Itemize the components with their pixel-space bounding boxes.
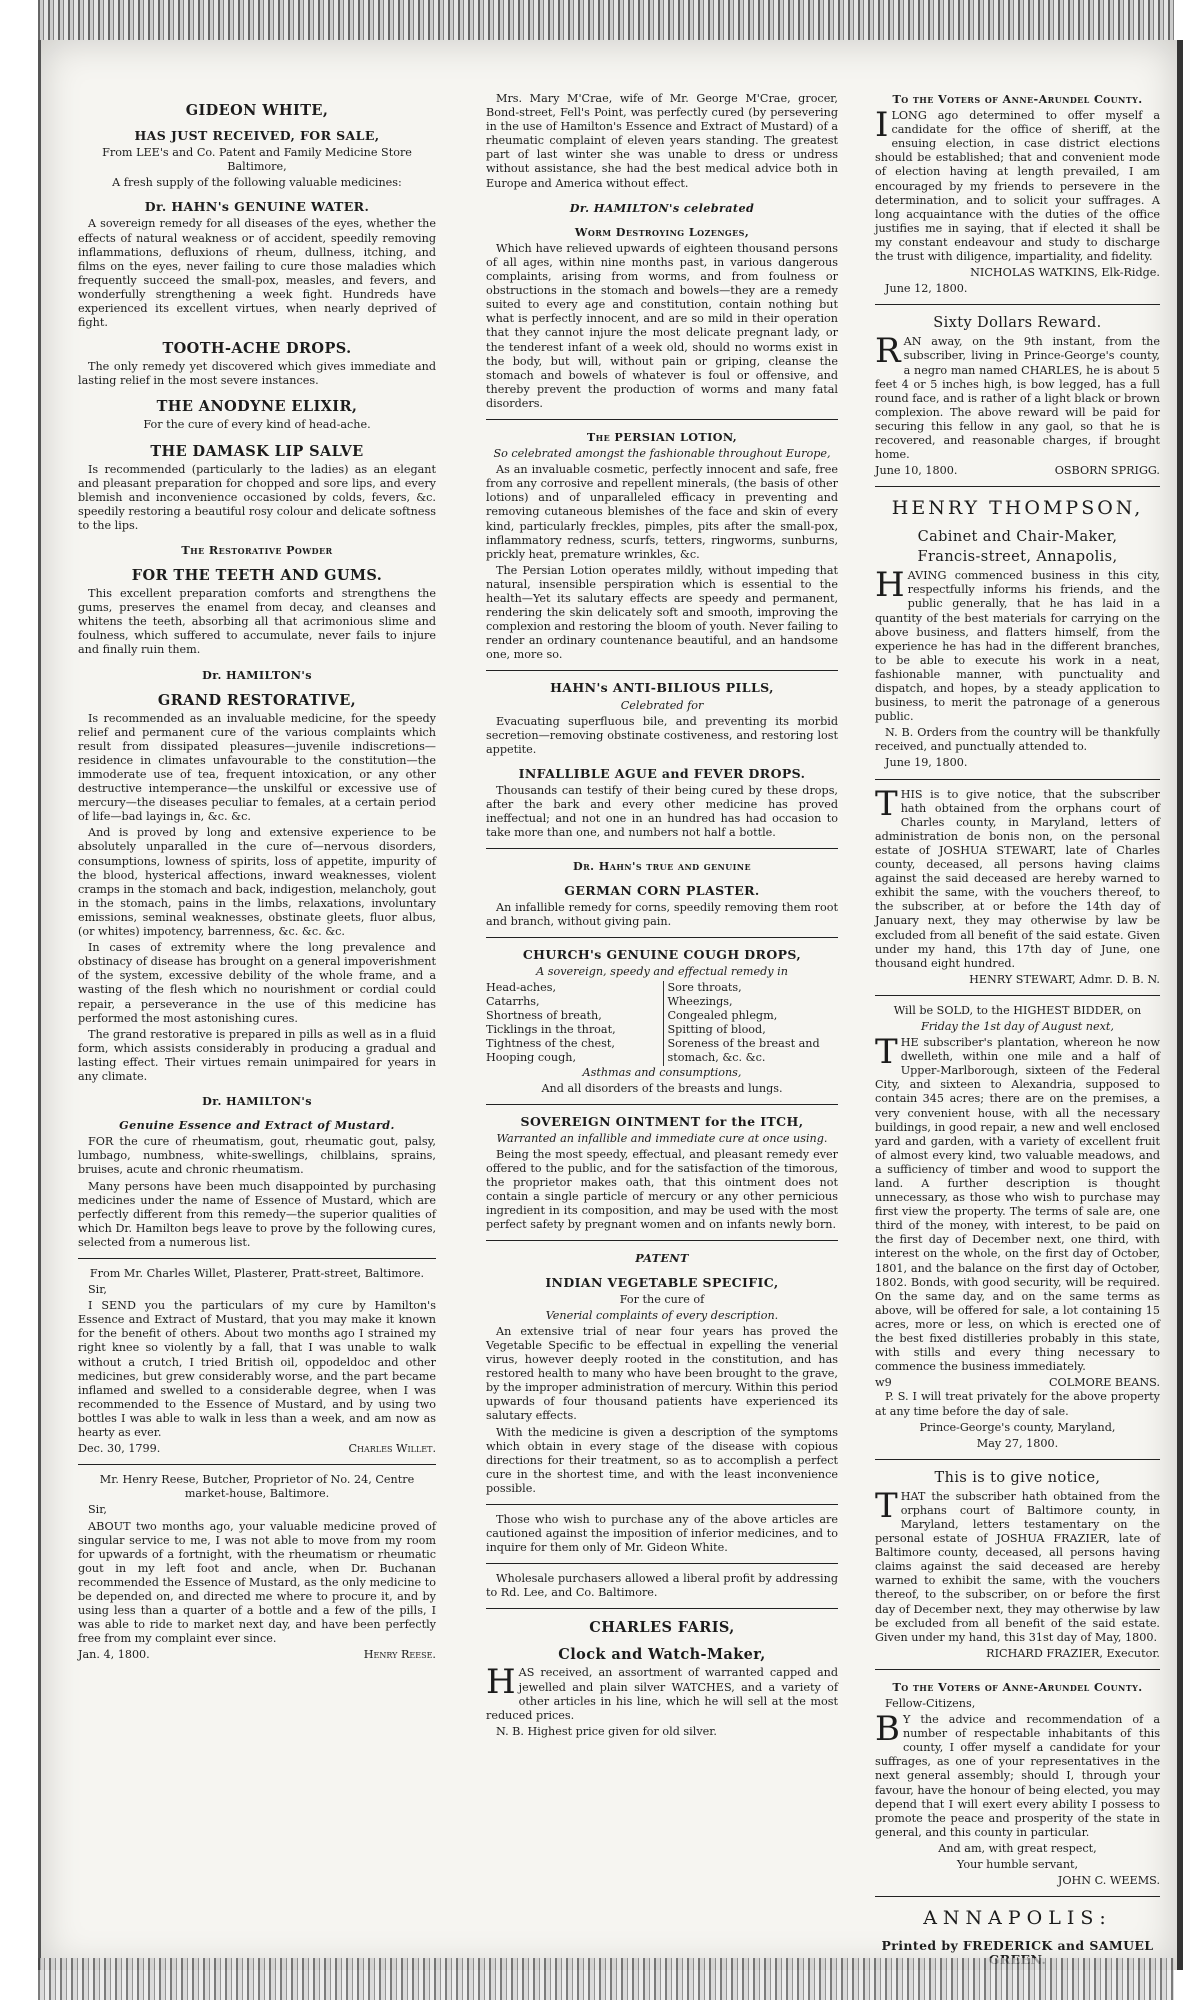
symptom: Tightness of the chest, bbox=[486, 1037, 615, 1051]
ague-title: INFALLIBLE AGUE and FEVER DROPS. bbox=[518, 765, 806, 781]
thompson-subtitle: Cabinet and Chair-Maker, bbox=[917, 529, 1118, 546]
whitts-title: GIDEON WHITE, bbox=[185, 102, 329, 119]
lozenges-body: Which have relieved upwards of eighteen thousand persons of all ages, within nine months past, in various dangerous complaints, arising from worms, and from foulness or obstructions in the stomach and bowels—they are a remedy suited to every age and constitution, contain nothing but what is perfectly innocent, and are so mild in their operation that they cannot injure the most delicate pregnant lady, or the tenderest infant of a week old, should no worms exist in the body, but will, without pain or griping, cleanse the stomach and bowels of whatever is foul or offensive, and thereby prevent the production of worms and many fatal disorders. bbox=[486, 241, 838, 410]
corn-body: An infallible remedy for corns, speedily removing them root and branch, without giving pain. bbox=[486, 900, 838, 928]
symptom: Sore throats, bbox=[667, 980, 742, 994]
whitts-intro: A fresh supply of the following valuable medicines: bbox=[112, 176, 402, 190]
reese-letter: ABOUT two months ago, your valuable medicine proved of singular service to me, I was not able to move from my room for upwards of a fortnight, with the rheumatism or rheumatic gout in my left foot and ancle, when Dr. Buchanan recommended the Essence of Mustard, as the only medicine to be depended on, and directed me where to procure it, and by using less than a quarter of a bottle and a few of the pills, I was able to ride to market next day, and have been perfectly free from my complaint ever since. bbox=[78, 1519, 436, 1646]
eye-water-title: Dr. HAHN's GENUINE WATER. bbox=[144, 199, 370, 215]
willet-signer: Charles Willet. bbox=[348, 1442, 436, 1456]
reward-date: June 10, 1800. bbox=[875, 464, 958, 478]
restorative-title: Dr. HAMILTON's bbox=[202, 667, 312, 682]
column-1 bbox=[78, 92, 436, 1662]
page-bottom-edge bbox=[38, 1958, 1174, 2000]
symptom: Head-aches, bbox=[486, 980, 557, 994]
drop-cap: B bbox=[875, 1709, 900, 1750]
tooth-powder-subtitle: FOR THE TEETH AND GUMS. bbox=[131, 567, 383, 585]
weems-body: Y the advice and recommendation of a number of respectable inhabitants of this county, I offer myself a candidate for your suffrages, as one of your representatives in the next general assembly; should I, through your favour, have the honour of being elected, you may depend that I will exert every ability I possess to promote the peace and prosperity of the state in general, and this county in particular. bbox=[875, 1713, 1160, 1839]
divider bbox=[486, 848, 838, 849]
stewart-body-block bbox=[875, 783, 1160, 971]
toothache-title: TOOTH-ACHE DROPS. bbox=[162, 340, 352, 358]
frazier-signer: RICHARD FRAZIER, Executor. bbox=[986, 1646, 1160, 1660]
cough-symptoms-left bbox=[486, 981, 657, 1066]
column-3 bbox=[875, 92, 1160, 1970]
reward-body-block bbox=[875, 331, 1160, 462]
lozenges-title: Dr. HAMILTON's celebrated bbox=[569, 200, 755, 215]
thompson-nb: N. B. Orders from the country will be thankfully received, and punctually attended to. bbox=[875, 726, 1160, 754]
drop-cap: T bbox=[875, 1032, 898, 1073]
reese-signature bbox=[78, 1648, 436, 1662]
cough-footer: And all disorders of the breasts and lungs. bbox=[541, 1081, 783, 1095]
specific-p2: With the medicine is given a description of the symptoms which obtain in every stage of the disease with copious directions for their treatment, so as to accomplish a perfect cure in the shortest time, and with the least inconvenience possible. bbox=[486, 1425, 838, 1495]
mccrae-testimonial: Mrs. Mary M'Crae, wife of Mr. George M'Crae, grocer, Bond-street, Fell's Point, was perfectly cured (by persevering in the use of Hamilton's Essence and Extract of Mustard) of a rheumatic complaint of eleven years standing. The greatest part of last winter she was unable to dress or undress without assistance, she had the best medical advice both in Europe and America without effect. bbox=[486, 92, 838, 190]
beans-body-block bbox=[875, 1032, 1160, 1374]
lip-salve-body: Is recommended (particularly to the ladies) as an elegant and pleasant preparation for chopped and sore lips, and every blemish and inconvenience occasioned by colds, fevers, &c. speedily restoring a beautiful rosy colour and delicate softness to the lips. bbox=[78, 462, 436, 532]
itch-body: Being the most speedy, effectual, and pleasant remedy ever offered to the public, and for the satisfaction of the timorous, the proprietor makes oath, that this ointment does not contain a single particle of mercury or any other pernicious ingredient in its composition, and may be used with the most perfect safety by pregnant women and on infants newly born. bbox=[486, 1147, 838, 1232]
frazier-title: This is to give notice, bbox=[934, 1469, 1101, 1486]
restorative-subtitle: GRAND RESTORATIVE, bbox=[157, 691, 357, 709]
whitts-from: From LEE's and Co. Patent and Family Medicine Store Baltimore, bbox=[102, 146, 412, 174]
thompson-address: Francis-street, Annapolis, bbox=[917, 549, 1118, 566]
stewart-signer: HENRY STEWART, Admr. D. B. N. bbox=[969, 972, 1160, 986]
stewart-body: HIS is to give notice, that the subscriber hath obtained from the orphans court of Charles county, in Maryland, letters of administration de bonis non, on the personal estate of JOSHUA STEWART, late of Charles county, deceased, all persons having claims against the said deceased are hereby warned to exhibit the same, with the vouchers thereof, to the subscriber, at or before the 14th day of January next, they may otherwise by law be excluded from all benefit of the said estate. Given under my hand, this 17th day of June, one thousand eight hundred. bbox=[875, 787, 1160, 970]
pills-subtitle: Celebrated for bbox=[620, 698, 704, 712]
lotion-p1: As an invaluable cosmetic, perfectly innocent and safe, free from any corrosive and repellent minerals, (the basis of other lotions) and of unparalleled efficacy in preventing and removing cutaneous blemishes of the face and skin of every kind, particularly freckles, pimples, pits after the small-pox, inflammatory redness, scurfs, tetters, ringworms, sunburns, prickly heat, premature wrinkles, &c. bbox=[486, 463, 838, 561]
divider bbox=[486, 419, 838, 420]
reward-signature bbox=[875, 464, 1160, 478]
thompson-date: June 19, 1800. bbox=[885, 756, 968, 770]
cough-symptoms bbox=[486, 981, 838, 1066]
willet-from: From Mr. Charles Willet, Plasterer, Pratt-street, Baltimore. bbox=[89, 1267, 425, 1280]
weems-greeting: Fellow-Citizens, bbox=[885, 1697, 976, 1710]
watkins-header: To the Voters of Anne-Arundel County. bbox=[892, 92, 1143, 106]
divider bbox=[875, 486, 1160, 487]
mustard-p2: Many persons have been much disappointed by purchasing medicines under the name of Essence of Mustard, which are perfectly different from this remedy—the superior qualities of which Dr. Hamilton begs leave to prove by the following cures, selected from a numerous list. bbox=[78, 1179, 436, 1249]
beans-header: Will be SOLD, to the HIGHEST BIDDER, on bbox=[893, 1003, 1142, 1017]
divider bbox=[875, 1896, 1160, 1897]
frazier-body: HAT the subscriber hath obtained from the orphans court of Baltimore county, in Maryland, letters testamentary on the personal estate of JOSHUA FRAZIER, late of Baltimore county, deceased, all persons having claims against the said deceased are hereby warned to exhibit the same, with the vouchers thereof, to the subscriber, on or before the first day of December next, they may otherwise by law be excluded from all benefit of the said estate. Given under my hand, this 31st day of May, 1800. bbox=[875, 1489, 1160, 1644]
faris-body: AS received, an assortment of warranted capped and jewelled and plain silver WATCHES, and a variety of other articles in his line, which he will sell at the most reduced prices. bbox=[486, 1666, 838, 1722]
weems-close2: Your humble servant, bbox=[956, 1858, 1079, 1872]
reese-salutation: Sir, bbox=[88, 1503, 107, 1517]
symptom: Shortness of breath, bbox=[486, 1009, 602, 1023]
willet-salutation: Sir, bbox=[88, 1283, 107, 1297]
restorative-p2: And is proved by long and extensive experience to be absolutely unparalled in the cure of—nervous disorders, consumptions, lowness of spirits, loss of appetite, impurity of the blood, hysterical affections, inward weaknesses, violent cramps in the stomach and back, indigestion, melancholy, gout in the stomach, pains in the limbs, relaxations, involuntary emissions, seminal weaknesses, obstinate gleets, fluor albus, (or whites) impotency, barrenness, &c. &c. &c. bbox=[78, 826, 436, 939]
restorative-p4: The grand restorative is prepared in pills as well as in a fluid form, which assists considerably in producing a gradual and lasting effect. Their virtues remain unimpaired for years in any climate. bbox=[78, 1027, 436, 1083]
beans-date: May 27, 1800. bbox=[976, 1436, 1059, 1450]
watkins-signer: NICHOLAS WATKINS, Elk-Ridge. bbox=[970, 266, 1160, 280]
divider bbox=[875, 1669, 1160, 1670]
lotion-title: The PERSIAN LOTION, bbox=[586, 429, 738, 444]
divider bbox=[486, 1504, 838, 1505]
corn-title: Dr. Hahn's true and genuine bbox=[573, 859, 751, 874]
drop-cap: T bbox=[875, 783, 898, 824]
divider bbox=[486, 1563, 838, 1564]
tooth-powder-title: The Restorative Powder bbox=[181, 542, 333, 557]
beans-signer: COLMORE BEANS. bbox=[1048, 1376, 1160, 1390]
reward-title: Sixty Dollars Reward. bbox=[933, 315, 1102, 332]
divider bbox=[486, 1608, 838, 1609]
specific-p3: Those who wish to purchase any of the above articles are cautioned against the imposition of inferior medicines, and to inquire for them only of Mr. Gideon White. bbox=[486, 1512, 838, 1555]
divider bbox=[875, 779, 1160, 780]
cough-asthma: Asthmas and consumptions, bbox=[582, 1065, 742, 1079]
drop-cap: R bbox=[875, 331, 901, 372]
watkins-date: June 12, 1800. bbox=[885, 282, 968, 296]
mustard-subtitle: Genuine Essence and Extract of Mustard. bbox=[119, 1118, 395, 1133]
itch-title: SOVEREIGN OINTMENT for the ITCH, bbox=[520, 1113, 804, 1129]
symptom: Spitting of blood, bbox=[667, 1023, 766, 1037]
page-top-edge bbox=[38, 0, 1174, 40]
cough-title: CHURCH's GENUINE COUGH DROPS, bbox=[522, 946, 802, 962]
toothache-body: The only remedy yet discovered which gives immediate and lasting relief in the most severe instances. bbox=[78, 360, 436, 388]
lip-salve-title: THE DAMASK LIP SALVE bbox=[150, 442, 364, 460]
symptom: Congealed phlegm, bbox=[667, 1009, 778, 1023]
weems-header: To the Voters of Anne-Arundel County. bbox=[892, 1679, 1143, 1694]
tooth-powder-body: This excellent preparation comforts and strengthens the gums, preserves the enamel from decay, and cleanses and whitens the teeth, absorbing all that acrimonious slime and foulness, which suffered to accumulate, never fails to injure and finally ruin them. bbox=[78, 587, 436, 657]
divider bbox=[78, 1464, 436, 1465]
corn-subtitle: GERMAN CORN PLASTER. bbox=[564, 882, 760, 898]
watkins-body-block bbox=[875, 105, 1160, 264]
pills-title: HAHN's ANTI-BILIOUS PILLS, bbox=[550, 680, 774, 696]
faris-subtitle: Clock and Watch-Maker, bbox=[558, 1646, 766, 1664]
thompson-title: HENRY THOMPSON, bbox=[891, 497, 1144, 520]
willet-date: Dec. 30, 1799. bbox=[78, 1442, 161, 1456]
specific-p4: Wholesale purchasers allowed a liberal profit by addressing to Rd. Lee, and Co. Baltimore. bbox=[486, 1572, 838, 1600]
specific-p1: An extensive trial of near four years has proved the Vegetable Specific to be effectual in expelling the venerial virus, however deeply rooted in the constitution, and has restored health to many who have been brought to the grave, by the improper administration of mercury. Within this period upwards of four thousand patients have experienced its salutary effects. bbox=[486, 1324, 838, 1423]
whitts-subtitle: HAS JUST RECEIVED, FOR SALE, bbox=[134, 128, 380, 143]
column-2 bbox=[486, 92, 838, 1741]
mustard-p1: FOR the cure of rheumatism, gout, rheumatic gout, palsy, lumbago, numbness, white-swellings, chilblains, sprains, bruises, acute and chronic rheumatism. bbox=[78, 1135, 436, 1177]
drop-cap: T bbox=[875, 1485, 898, 1526]
reese-signer: Henry Reese. bbox=[363, 1648, 436, 1662]
divider bbox=[486, 937, 838, 938]
specific-for: For the cure of bbox=[619, 1292, 705, 1306]
mustard-title: Dr. HAMILTON's bbox=[202, 1094, 312, 1109]
divider bbox=[486, 670, 838, 671]
restorative-p3: In cases of extremity where the long prevalence and obstinacy of disease has brought on a general impoverishment of the system, excessive debility of the whole frame, and a wasting of the flesh which no nourishment or cordial could repair, a perseverance in the use of this medicine has performed the most astonishing cures. bbox=[78, 941, 436, 1025]
itch-subtitle: Warranted an infallible and immediate cure at once using. bbox=[496, 1131, 828, 1145]
lotion-p2: The Persian Lotion operates mildly, without impeding that natural, insensible perspiration which is essential to the health—Yet its salutary effects are speedy and permanent, rendering the skin delicately soft and smooth, improving the complexion and restoring the bloom of youth. Never failing to render an ordinary countenance beautiful, and an handsome one, more so. bbox=[486, 563, 838, 662]
lozenges-subtitle: Worm Destroying Lozenges, bbox=[574, 224, 750, 239]
symptom: Catarrhs, bbox=[486, 995, 540, 1009]
willet-letter: I SEND you the particulars of my cure by Hamilton's Essence and Extract of Mustard, that you may make it known for the benefit of others. About two months ago I strained my right knee so violently by a fall, that I was unable to walk without a crutch, I tried British oil, oppodeldoc and other medicines, but grew considerably worse, and the part became inflamed and swelled to a considerable degree, when I was recommended to the Essence of Mustard, and by using two bottles I was able to walk in less than a week, and am now as hearty as ever. bbox=[78, 1299, 436, 1440]
divider bbox=[875, 1459, 1160, 1460]
beans-body: HE subscriber's plantation, whereon he now dwelleth, within one mile and a half of Upper-Marlborough, sixteen of the Federal City, and sixteen to Alexandria, supposed to contain 345 acres; there are on the premises, a very convenient house, with all the necessary buildings, in good repair, a new and well enclosed yard and garden, with a variety of excellent fruit of almost every kind, two valuable meadows, and a sufficiency of timber and wood to support the land. A further description is thought unnecessary, as those who wish to purchase may first view the property. The terms of sale are, one third of the money, with interest, to be paid on the first day of December next, one third, with interest on the whole, on the first day of October, 1801, and the balance on the first day of October, 1802. Bonds, with good security, will be required. On the same day, and on the same terms as above, will be offered for sale, a lot containing 15 acres, more or less, on which is erected one of the best fixed distilleries probably in this state, with stills and every thing necessary to commence the business immediately. bbox=[875, 1036, 1160, 1374]
frazier-body-block bbox=[875, 1485, 1160, 1645]
symptom: stomach, &c. &c. bbox=[667, 1051, 766, 1065]
divider bbox=[78, 1258, 436, 1259]
beans-ps: P. S. I will treat privately for the above property at any time before the day of sale. bbox=[875, 1390, 1160, 1418]
symptom: Ticklings in the throat, bbox=[486, 1023, 616, 1037]
reward-body: AN away, on the 9th instant, from the subscriber, living in Prince-George's county, a negro man named CHARLES, he is about 5 feet 4 or 5 inches high, is bow legged, has a full round face, and is rather of a light black or brown complexion. The above reward will be paid for securing this fellow in any gaol, so that he is recovered, and reasonable charges, if brought home. bbox=[875, 335, 1160, 462]
faris-nb: N. B. Highest price given for old silver. bbox=[496, 1724, 717, 1738]
reese-date: Jan. 4, 1800. bbox=[78, 1648, 150, 1662]
anodyne-title: THE ANODYNE ELIXIR, bbox=[156, 398, 358, 416]
weems-body-block bbox=[875, 1709, 1160, 1840]
beans-subheader: Friday the 1st day of August next, bbox=[921, 1019, 1114, 1033]
anodyne-body: For the cure of every kind of head-ache. bbox=[143, 418, 371, 432]
divider bbox=[486, 1240, 838, 1241]
specific-title: PATENT bbox=[635, 1251, 689, 1266]
restorative-p1: Is recommended as an invaluable medicine, for the speedy relief and permanent cure of the various complaints which result from dissipated pleasures—juvenile indiscretions—residence in climates unfavourable to the constitution—the immoderate use of tea, frequent intoxication, or any other destructive intemperance—the unskilful or excessive use of mercury—the diseases peculiar to females, at a certain period of life—bad layings in, &c. &c. bbox=[78, 711, 436, 824]
cough-symptoms-right bbox=[663, 981, 839, 1066]
lotion-subtitle: So celebrated amongst the fashionable throughout Europe, bbox=[493, 447, 831, 461]
drop-cap: I bbox=[875, 105, 889, 146]
symptom: Hooping cough, bbox=[486, 1051, 577, 1065]
cough-subtitle: A sovereign, speedy and effectual remedy in bbox=[536, 964, 788, 978]
drop-cap: H bbox=[875, 565, 905, 606]
ague-body: Thousands can testify of their being cured by these drops, after the bark and every other medicine has proved ineffectual; and not one in an hundred has had occasion to take more than one, and numbers not half a bottle. bbox=[486, 784, 838, 840]
imprint-city: ANNAPOLIS: bbox=[923, 1907, 1112, 1930]
weems-close1: And am, with great respect, bbox=[938, 1841, 1097, 1855]
divider bbox=[875, 304, 1160, 305]
weems-signer: JOHN C. WEEMS. bbox=[1057, 1874, 1160, 1888]
faris-title: CHARLES FARIS, bbox=[589, 1619, 735, 1637]
willet-signature bbox=[78, 1442, 436, 1456]
beans-place: Prince-George's county, Maryland, bbox=[919, 1420, 1116, 1434]
thompson-body: AVING commenced business in this city, respectfully informs his friends, and the public generally, that he has laid in a quantity of the best materials for carrying on the above business, and flatters himself, from the experience he has had in the different branches, to be able to execute his work in a neat, fashionable manner, with punctuality and dispatch, and hopes, by a steady application to business, to merit the patronage of a generous public. bbox=[875, 569, 1160, 724]
imprint-printer: Printed by FREDERICK and SAMUEL bbox=[881, 1938, 1154, 1954]
faris-body-block bbox=[486, 1662, 838, 1722]
specific-sub: Venerial complaints of every description. bbox=[545, 1308, 779, 1322]
watkins-body: LONG ago determined to offer myself a candidate for the office of sheriff, at the ensuing election, in case district elections should be established; that and convenient mode of election having at length prevailed, I am encouraged by my friends to persevere in the determination, and to solicit your suffrages. A long acquaintance with the duties of the office justifies me in saying, that if elected it shall be my constant endeavour and study to discharge the trust with diligence, impartiality, and fidelity. bbox=[875, 109, 1160, 264]
reese-from: Mr. Henry Reese, Butcher, Proprietor of No. 24, Centre market-house, Baltimore. bbox=[99, 1473, 415, 1501]
specific-subtitle: INDIAN VEGETABLE SPECIFIC, bbox=[545, 1274, 779, 1290]
thompson-body-block bbox=[875, 565, 1160, 724]
divider bbox=[875, 995, 1160, 996]
beans-signature bbox=[875, 1376, 1160, 1390]
symptom: Wheezings, bbox=[667, 995, 733, 1009]
divider bbox=[486, 1104, 838, 1105]
pills-body: Evacuating superfluous bile, and preventing its morbid secretion—removing obstinate costiveness, and restoring lost appetite. bbox=[486, 714, 838, 756]
symptom: Soreness of the breast and bbox=[667, 1037, 820, 1051]
reward-signer: OSBORN SPRIGG. bbox=[1054, 464, 1160, 478]
beans-w: w9 bbox=[875, 1376, 892, 1390]
drop-cap: H bbox=[486, 1662, 516, 1703]
eye-water-body: A sovereign remedy for all diseases of the eyes, whether the effects of natural weakness or of accident, speedily removing inflammations, defluxions of rheum, dullness, itching, and films on the eyes, never failing to cure those maladies which frequently succeed the small-pox, measles, and fevers, and wonderfully strengthening a week fight. Hundreds have experienced its excellent virtues, when nearly deprived of fight. bbox=[78, 217, 436, 330]
